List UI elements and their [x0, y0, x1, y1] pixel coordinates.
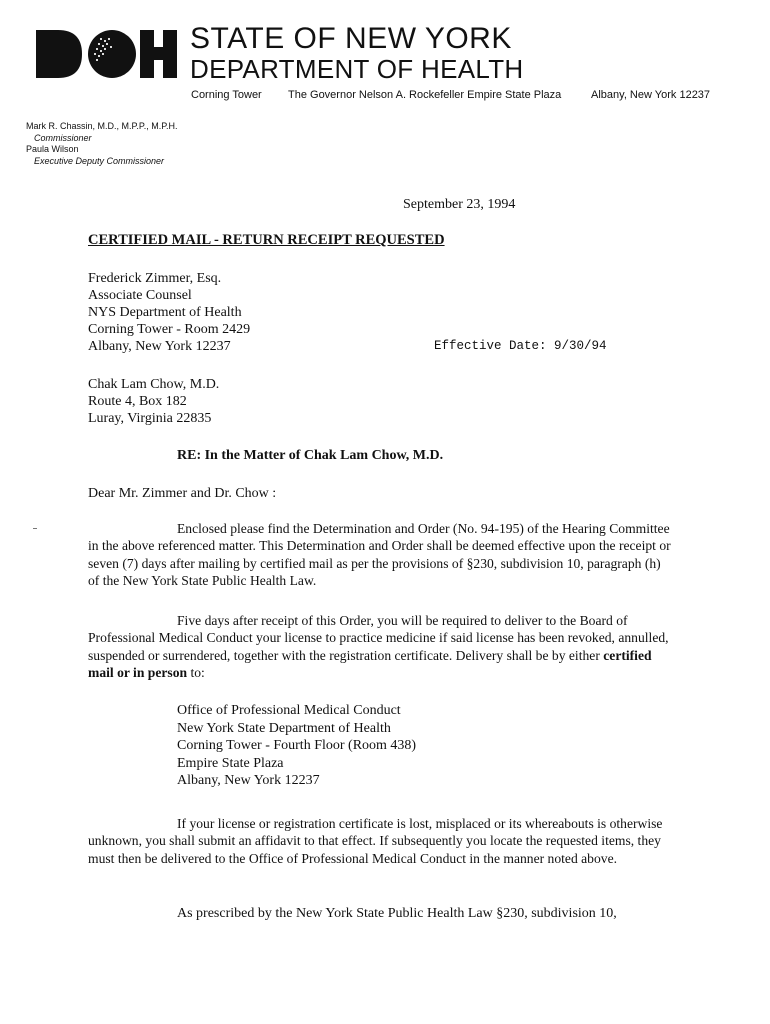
paragraph-prescribed-start: As prescribed by the New York State Public Health Law §230, subdivision 10,	[177, 906, 617, 921]
address-plaza: The Governor Nelson A. Rockefeller Empire State Plaza	[288, 89, 562, 101]
doh-logo	[34, 28, 179, 80]
paragraph-determination: Enclosed please find the Determination and Order (No. 94-195) of the Hearing Committee in the above referenced matter. This Determination and Order shall be deemed effective upon the receipt or seven (7) days after mailing by certified mail as per the provisions of §230, subdivision 10, paragraph (h) of the New York State Public Health Law.	[88, 521, 671, 588]
address-line: New York State Department of Health	[177, 720, 391, 736]
paragraph-license-delivery	[88, 612, 673, 681]
paragraph-end: to:	[187, 664, 205, 680]
address-city: Albany, New York 12237	[591, 89, 711, 101]
delivery-method-emphasis: certified mail or in person	[88, 647, 652, 680]
letter-date: September 23, 1994	[403, 197, 516, 212]
recipient-name: Chak Lam Chow, M.D.	[88, 377, 220, 392]
deputy-name: Paula Wilson	[26, 144, 79, 154]
margin-mark	[33, 528, 37, 529]
recipient-address-zimmer	[88, 270, 250, 355]
paragraph-lost-license: If your license or registration certificate is lost, misplaced or its whereabouts is otherwise unknown, you shall submit an affidavit to that effect. If subsequently you locate the requested items, they must then be delivered to the Office of Professional Medical Conduct in the manner noted above.	[88, 816, 663, 866]
agency-state-name: STATE OF NEW YORK	[190, 22, 512, 55]
commissioner-name: Mark R. Chassin, M.D., M.P.P., M.P.H.	[26, 121, 178, 131]
recipient-city: Albany, New York 12237	[88, 339, 231, 354]
delivery-method-heading: CERTIFIED MAIL - RETURN RECEIPT REQUESTED	[88, 232, 445, 248]
subject-line: RE: In the Matter of Chak Lam Chow, M.D.	[177, 448, 444, 463]
address-line: Albany, New York 12237	[177, 773, 320, 788]
recipient-address-chow	[88, 376, 219, 427]
salutation: Dear Mr. Zimmer and Dr. Chow :	[88, 486, 277, 501]
recipient-street: Route 4, Box 182	[88, 394, 187, 409]
recipient-title: Associate Counsel	[88, 288, 192, 303]
commissioner-title: Commissioner	[34, 132, 92, 143]
address-line: Empire State Plaza	[177, 755, 284, 771]
officials-block	[26, 121, 178, 167]
agency-department-name: DEPARTMENT OF HEALTH	[190, 54, 524, 84]
address-line: Office of Professional Medical Conduct	[177, 703, 401, 718]
deputy-title: Executive Deputy Commissioner	[34, 155, 165, 166]
address-building: Corning Tower	[191, 89, 262, 101]
paragraph-text: Five days after receipt of this Order, you will be required to deliver to the Board of Professional Medical Conduct your license to practice medicine if said license has been revoked, annulled, suspended or surrendered, together with the registration certificate. Delivery shall be by either	[88, 613, 669, 663]
mailing-address-opmc	[177, 702, 416, 790]
recipient-org: NYS Department of Health	[88, 305, 242, 320]
recipient-city: Luray, Virginia 22835	[88, 411, 212, 426]
recipient-name: Frederick Zimmer, Esq.	[88, 271, 222, 286]
effective-date-stamp: Effective Date: 9/30/94	[434, 339, 607, 353]
recipient-street: Corning Tower - Room 2429	[88, 322, 251, 337]
address-line: Corning Tower - Fourth Floor (Room 438)	[177, 738, 417, 753]
